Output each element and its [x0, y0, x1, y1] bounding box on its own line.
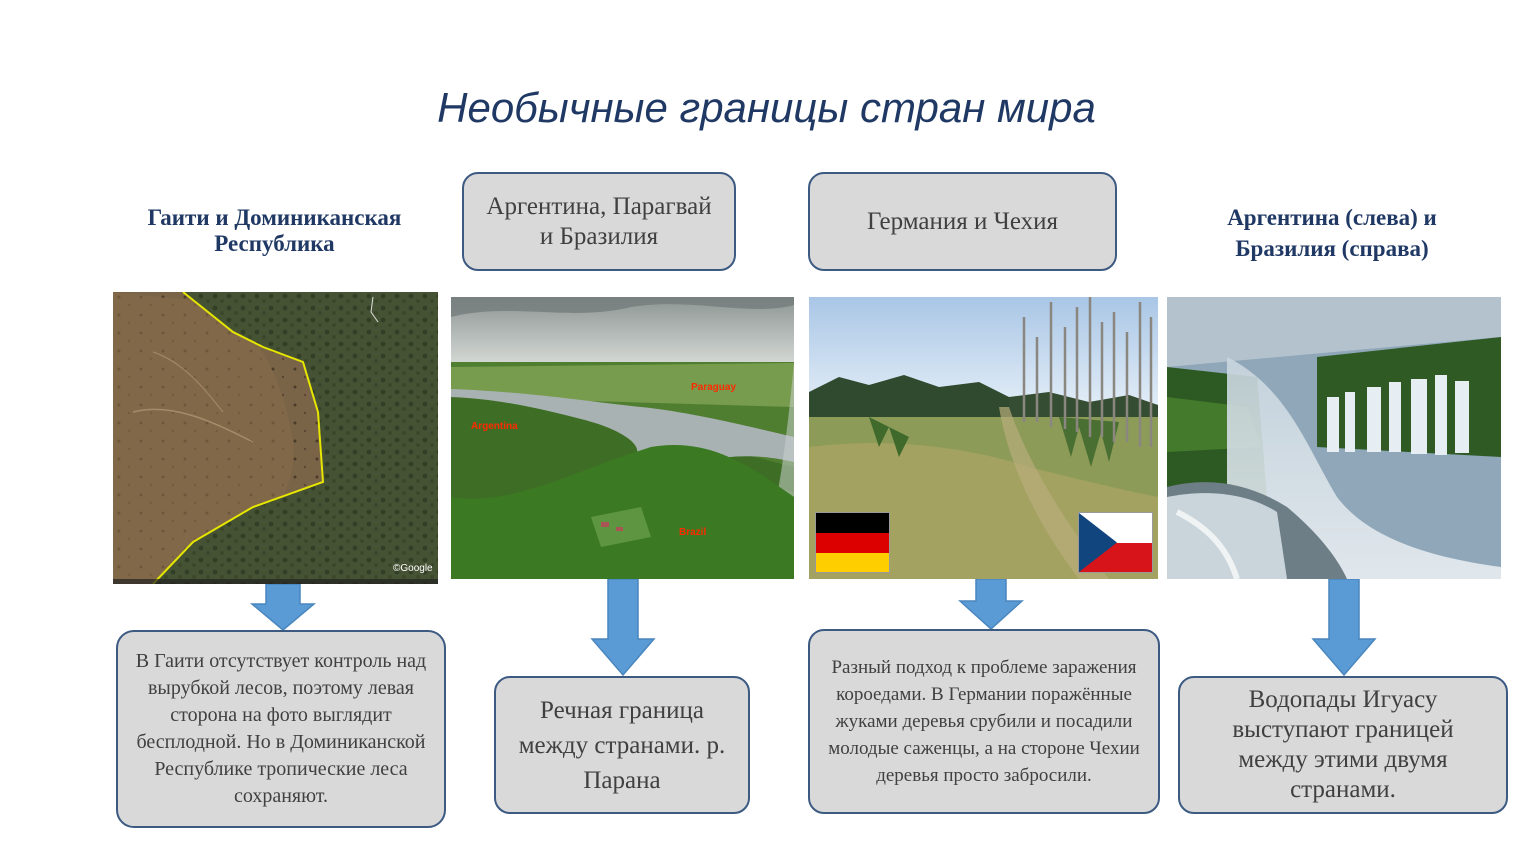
satellite-map-photo [113, 292, 438, 584]
svg-text:Paraguay: Paraguay [691, 382, 737, 393]
germany-flag-icon [815, 512, 890, 573]
slide-title: Необычные границы стран мира [437, 84, 1096, 131]
waterfall-photo [1167, 297, 1501, 579]
svg-text:Argentina: Argentina [471, 421, 518, 432]
arrow-down-icon [588, 579, 658, 677]
heading-haiti-dominican: Гаити и Доминиканская Республика [147, 205, 402, 256]
heading-box-germany-czech: Германия и Чехия [808, 172, 1117, 271]
arrow-down-icon [1309, 579, 1379, 677]
arrow-down-icon [956, 579, 1026, 631]
czech-flag-icon [1078, 512, 1153, 573]
river-aerial-photo [451, 297, 794, 579]
arrow-down-icon [248, 584, 318, 632]
heading-argentina-brazil: Аргентина (слева) и Бразилия (справа) [1227, 205, 1437, 261]
svg-text:Brazil: Brazil [679, 527, 707, 538]
description-box-bark-beetle: Разный подход к проблеме заражения короедами. В Германии поражённые жуками деревья срубили и посадили молодые саженцы, а на стороне Чехии деревья просто забросили. [808, 629, 1160, 814]
svg-text:©Google: ©Google [393, 563, 433, 574]
heading-box-argentina-paraguay-brazil: Аргентина, Парагвай и Бразилия [462, 172, 736, 271]
description-box-river: Речная граница между странами. р. Парана [494, 676, 750, 814]
description-box-iguazu: Водопады Игуасу выступают границей между этими двумя странами. [1178, 676, 1508, 814]
description-box-haiti: В Гаити отсутствует контроль над вырубкой лесов, поэтому левая сторона на фото выглядит бесплодной. Но в Доминиканской Республике тропические леса сохраняют. [116, 630, 446, 828]
